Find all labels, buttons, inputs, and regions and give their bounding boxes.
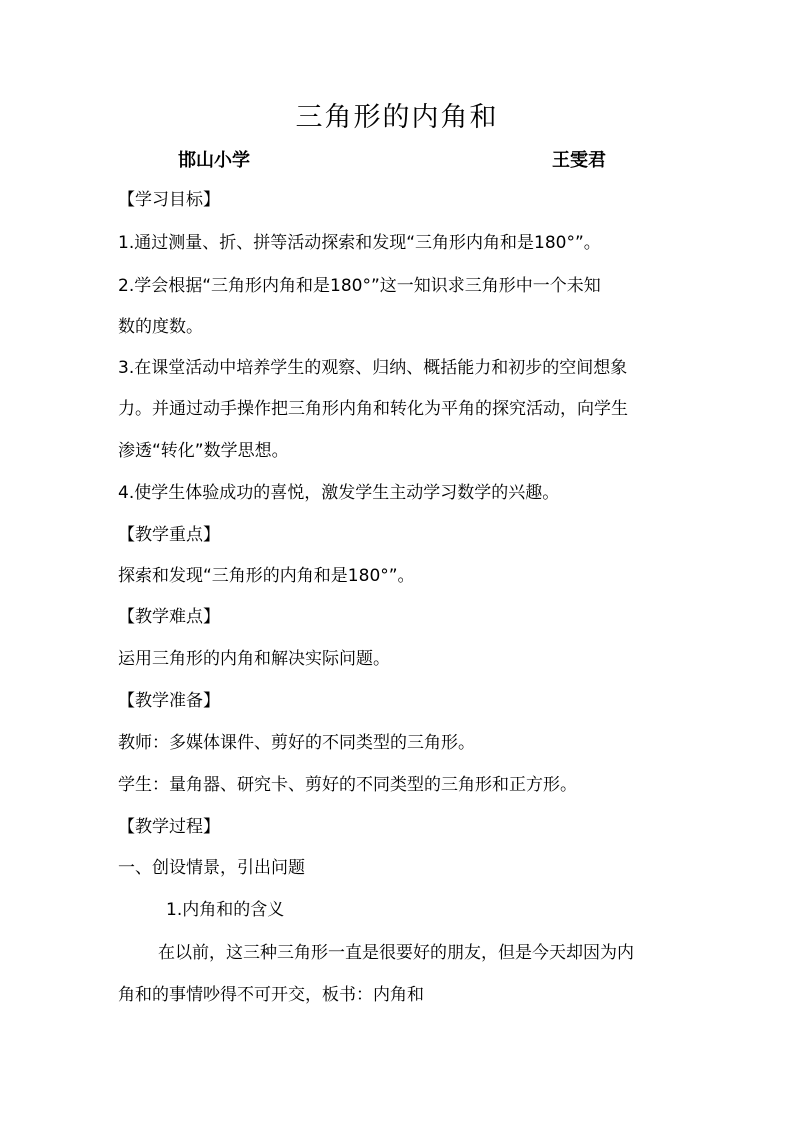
paragraph-line: 运用三角形的内角和解决实际问题。 [118,649,390,669]
school-name: 邯山小学 [178,150,250,171]
paragraph-line: 学生：量角器、研究卡、剪好的不同类型的三角形和正方形。 [118,775,577,795]
paragraph-line: 教师：多媒体课件、剪好的不同类型的三角形。 [118,733,475,753]
author-name: 王雯君 [552,150,606,171]
section-heading-difficulties: 【教学难点】 [118,607,220,627]
paragraph-line: 渗透“转化”数学思想。 [118,441,289,461]
paragraph-line: 在以前，这三种三角形一直是很要好的朋友，但是今天却因为内 [158,943,634,963]
section-heading-key-points: 【教学重点】 [118,525,220,545]
paragraph-line: 4.使学生体验成功的喜悦，激发学生主动学习数学的兴趣。 [118,483,560,503]
paragraph-line: 1.通过测量、折、拼等活动探索和发现“三角形内角和是180°”。 [118,233,601,253]
paragraph-line: 3.在课堂活动中培养学生的观察、归纳、概括能力和初步的空间想象 [118,358,628,378]
section-heading-process: 【教学过程】 [118,817,220,837]
paragraph-line: 2.学会根据“三角形内角和是180°”这一知识求三角形中一个未知 [118,276,601,296]
subheading-line: 1.内角和的含义 [166,900,285,920]
paragraph-line: 探索和发现“三角形的内角和是180°”。 [118,566,415,586]
document-title: 三角形的内角和 [295,102,499,133]
section-heading-preparation: 【教学准备】 [118,691,220,711]
paragraph-line: 一、创设情景，引出问题 [118,858,305,878]
paragraph-line: 角和的事情吵得不可开交，板书：内角和 [118,985,424,1005]
paragraph-line: 数的度数。 [118,317,203,337]
section-heading-learning-goals: 【学习目标】 [118,190,220,210]
paragraph-line: 力。并通过动手操作把三角形内角和转化为平角的探究活动，向学生 [118,399,628,419]
